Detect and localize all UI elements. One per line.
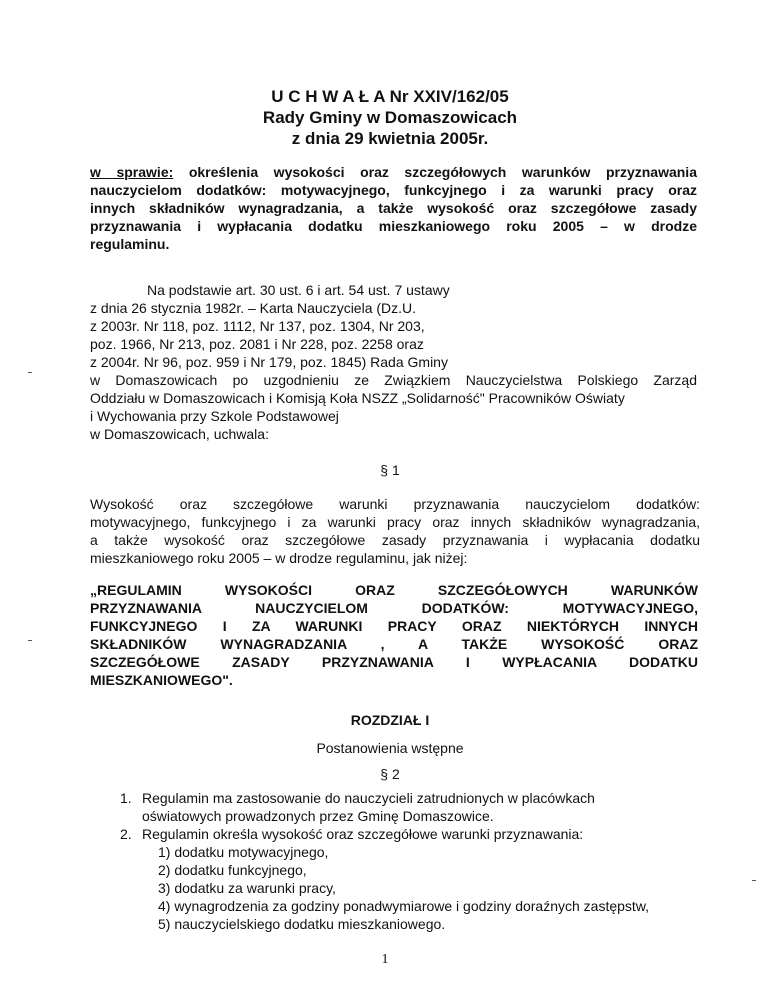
regulamin-title-line: FUNKCYJNEGO I ZA WARUNKI PRACY ORAZ NIEKTÓRYCH INNYCH xyxy=(90,618,698,634)
sub-list-item: 4) wynagrodzenia za godziny ponadwymiarowe i godziny doraźnych zastępstw, xyxy=(158,898,650,914)
chapter-subtitle: Postanowienia wstępne xyxy=(316,740,464,756)
sub-list-item: 2) dodatku funkcyjnego, xyxy=(158,862,307,878)
section-1-line: Wysokość oraz szczegółowe warunki przyznawania nauczycielom dodatków: xyxy=(90,496,700,512)
regulamin-title-line: SZCZEGÓŁOWE ZASADY PRZYZNAWANIA I WYPŁACANIA DODATKU xyxy=(90,654,698,670)
subject-line: nauczycielom dodatków: motywacyjnego, funkcyjnego i za warunki pracy oraz xyxy=(90,182,697,198)
preamble-line: w Domaszowicach po uzgodnieniu ze Związkiem Nauczycielstwa Polskiego Zarząd xyxy=(90,372,697,388)
section-1-line: a także wysokość oraz szczegółowe zasady przyznawania i wypłacania dodatku xyxy=(90,532,700,548)
regulamin-title-line: SKŁADNIKÓW WYNAGRADZANIA , A TAKŻE WYSOKOŚĆ ORAZ xyxy=(90,636,698,652)
resolution-title: U C H W A Ł A Nr XXIV/162/05 xyxy=(271,87,509,106)
preamble-line: z 2003r. Nr 118, poz. 1112, Nr 137, poz. 1304, Nr 203, xyxy=(90,318,425,334)
list-item-number: 2. xyxy=(120,826,132,842)
list-item-text: Regulamin określa wysokość oraz szczegółowe warunki przyznawania: xyxy=(142,826,584,842)
preamble-line: i Wychowania przy Szkole Podstawowej xyxy=(90,408,339,424)
chapter-title: ROZDZIAŁ I xyxy=(350,712,430,728)
section-1-line: mieszkaniowego roku 2005 – w drodze regulaminu, jak niżej: xyxy=(90,550,468,566)
council-name: Rady Gminy w Domaszowicach xyxy=(262,108,518,127)
sub-list-item: 5) nauczycielskiego dodatku mieszkaniowego. xyxy=(158,916,446,932)
subject-line: przyznawania i wypłacania dodatku mieszkaniowego roku 2005 – w drodze xyxy=(90,218,697,234)
subject-label: w sprawie: xyxy=(90,164,174,180)
section-1-heading: § 1 xyxy=(380,462,400,478)
regulamin-title-line: „REGULAMIN WYSOKOŚCI ORAZ SZCZEGÓŁOWYCH WARUNKÓW xyxy=(90,582,698,598)
preamble-line: z dnia 26 stycznia 1982r. – Karta Nauczyciela (Dz.U. xyxy=(90,300,417,316)
preamble-line: z 2004r. Nr 96, poz. 959 i Nr 179, poz. 1845) Rada Gminy xyxy=(90,354,448,370)
preamble-line: w Domaszowicach, uchwala: xyxy=(90,426,269,442)
regulamin-title-line: PRZYZNAWANIA NAUCZYCIELOM DODATKÓW: MOTYWACYJNEGO, xyxy=(90,600,698,616)
scan-speck xyxy=(752,880,756,881)
regulamin-title-line: MIESZKANIOWEGO". xyxy=(90,672,233,688)
list-item-continuation: oświatowych prowadzonych przez Gminę Domaszowice. xyxy=(142,808,494,824)
section-2-heading: § 2 xyxy=(380,766,400,782)
subject-text: określenia wysokości oraz szczegółowych warunków przyznawania xyxy=(188,164,697,180)
preamble-line: Oddziału w Domaszowicach i Komisją Koła NSZZ „Solidarność" Pracowników Oświaty xyxy=(90,390,625,406)
list-item xyxy=(120,790,595,807)
section-1-line: motywacyjnego, funkcyjnego i za warunki pracy oraz innych składników wynagradzania, xyxy=(90,514,700,530)
page-number: 1 xyxy=(381,952,389,967)
scan-speck xyxy=(28,372,32,373)
resolution-date: z dnia 29 kwietnia 2005r. xyxy=(291,129,489,148)
list-item-text: Regulamin ma zastosowanie do nauczycieli zatrudnionych w placówkach xyxy=(142,790,595,806)
preamble-line: Na podstawie art. 30 ust. 6 i art. 54 ust. 7 ustawy xyxy=(147,282,450,298)
sub-list-item: 1) dodatku motywacyjnego, xyxy=(158,844,329,860)
subject-line: regulaminu. xyxy=(90,236,170,252)
subject-line xyxy=(90,164,697,181)
preamble-line: poz. 1966, Nr 213, poz. 2081 i Nr 228, poz. 2258 oraz xyxy=(90,336,424,352)
subject-line: innych składników wynagradzania, a także wysokość oraz szczegółowe zasady xyxy=(90,200,697,216)
scan-speck xyxy=(28,640,32,641)
list-item-number: 1. xyxy=(120,790,132,806)
sub-list-item: 3) dodatku za warunki pracy, xyxy=(158,880,336,896)
list-item xyxy=(120,826,583,843)
